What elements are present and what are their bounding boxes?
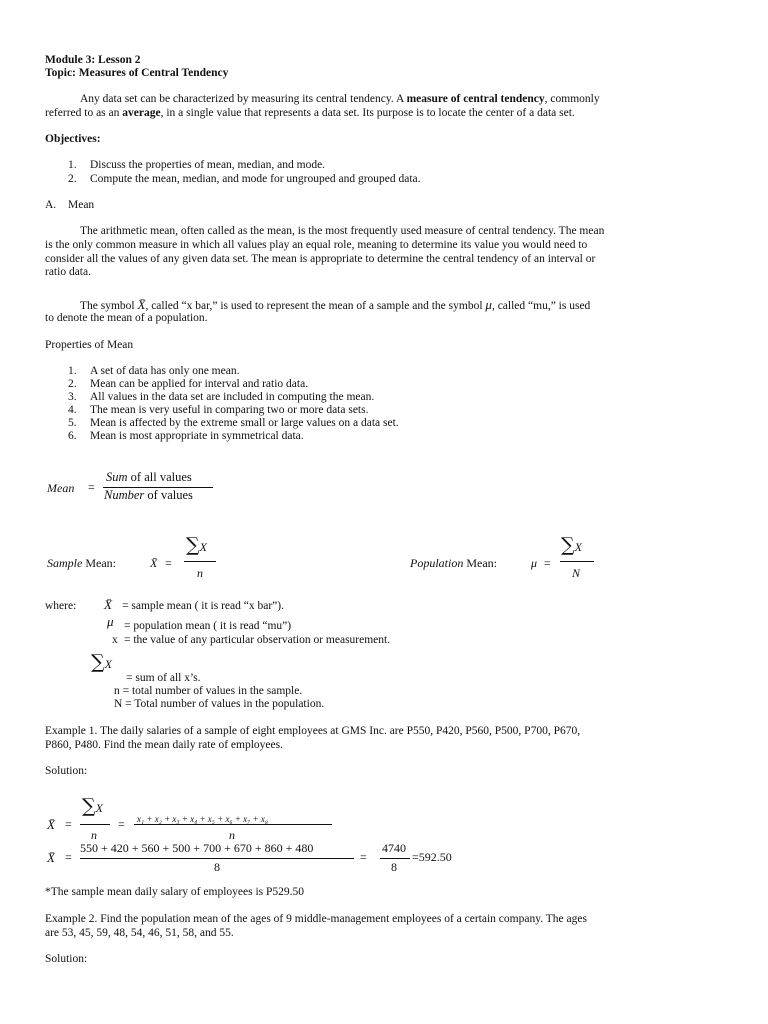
sample-mean-lhs: X̄ <box>150 556 158 570</box>
solution-xbar: X̄ <box>47 850 55 865</box>
where-xbar-text: = sample mean ( it is read “x bar”). <box>122 600 284 612</box>
properties-heading: Properties of Mean <box>45 339 134 351</box>
property-item: 1. A set of data has only one mean. <box>68 365 240 377</box>
solution-result: =592.50 <box>412 850 452 864</box>
solution-sum-terms: x₁ + x₂ + x₃ + x₄ + x₅ + x₆ + x₇ + x₈ <box>137 814 269 824</box>
solution-denominator: 8 <box>391 860 397 874</box>
population-mean-eq: = <box>544 556 551 570</box>
solution-eq: = <box>65 817 72 831</box>
where-mu-symbol: μ <box>107 614 114 629</box>
solution-label: Solution: <box>45 953 88 965</box>
example-2-line: Example 2. Find the population mean of the ages of 9 middle-management employees of a certain company. The ages <box>45 913 587 925</box>
module-heading: Module 3: Lesson 2 <box>45 54 141 66</box>
sample-mean-note: *The sample mean daily salary of employees is P529.50 <box>45 886 305 898</box>
topic-heading: Topic: Measures of Central Tendency <box>45 67 229 79</box>
solution-n: n <box>91 828 97 842</box>
section-a-heading: A. Mean <box>45 199 95 211</box>
sample-mean-numerator: ∑X <box>186 534 207 556</box>
symbol-para-line-1: The symbol X̄, called “x bar,” is used to represent the mean of a sample and the symbol μ, called “mu,” is used <box>80 297 591 312</box>
solution-denominator: 8 <box>214 860 220 874</box>
where-mu-text: = population mean ( it is read “mu”) <box>124 620 292 632</box>
where-N-text: N = Total number of values in the population. <box>114 698 325 710</box>
sample-mean-eq: = <box>165 556 172 570</box>
property-item: 3. All values in the data set are included in computing the mean. <box>68 391 375 403</box>
solution-eq: = <box>360 850 367 864</box>
property-item: 2. Mean can be applied for interval and ratio data. <box>68 378 309 390</box>
solution-label: Solution: <box>45 765 88 777</box>
mean-formula-numerator: Sum of all values <box>106 470 192 484</box>
fraction-bar <box>80 858 354 859</box>
fraction-bar <box>184 561 216 562</box>
sample-mean-label: Sample Mean: <box>47 556 116 570</box>
fraction-bar <box>134 824 332 825</box>
solution-eq: = <box>118 817 125 831</box>
property-item: 4. The mean is very useful in comparing two or more data sets. <box>68 404 369 416</box>
population-mean-lhs: μ <box>531 556 538 570</box>
intro-line-2: referred to as an average, in a single value that represents a data set. Its purpose is to locate the center of a data set. <box>45 107 575 119</box>
example-1-line: P860, P480. Find the mean daily rate of employees. <box>45 739 283 751</box>
where-sum-text: = sum of all x’s. <box>126 672 201 684</box>
fraction-bar <box>380 858 410 859</box>
mean-para-line: is the only common measure in which all values play an equal role, meaning to determine its value you would need to <box>45 239 588 251</box>
solution-sum-x: ∑X <box>82 795 103 817</box>
population-mean-numerator: ∑X <box>561 534 582 556</box>
example-2-line: are 53, 45, 59, 48, 54, 46, 51, 58, and 55. <box>45 927 234 939</box>
solution-xbar: X̄ <box>47 817 55 832</box>
symbol-para-line-2: to denote the mean of a population. <box>45 312 208 324</box>
example-1-line: Example 1. The daily salaries of a sample of eight employees at GMS Inc. are P550, P420, P560, P500, P700, P670, <box>45 725 581 737</box>
solution-eq: = <box>65 850 72 864</box>
objective-item: 2. Compute the mean, median, and mode for ungrouped and grouped data. <box>68 173 421 185</box>
mean-formula-denominator: Number of values <box>104 488 193 502</box>
mean-para-line: ratio data. <box>45 266 91 278</box>
population-mean-denominator: N <box>572 566 581 580</box>
fraction-bar <box>80 824 110 825</box>
objectives-heading: Objectives: <box>45 133 101 145</box>
intro-line-1: Any data set can be characterized by measuring its central tendency. A measure of central tendency, commonly <box>80 93 600 105</box>
property-item: 5. Mean is affected by the extreme small or large values on a data set. <box>68 417 399 429</box>
population-mean-label: Population Mean: <box>410 556 497 570</box>
where-x-text: = the value of any particular observation or measurement. <box>124 634 391 646</box>
mean-para-line: The arithmetic mean, often called as the mean, is the most frequently used measure of central tendency. The mean <box>80 225 605 237</box>
fraction-bar <box>560 561 594 562</box>
where-sum-symbol: ∑X <box>91 651 112 673</box>
solution-values: 550 + 420 + 560 + 500 + 700 + 670 + 860 + 480 <box>80 841 314 855</box>
where-n-text: n = total number of values in the sample. <box>114 685 303 697</box>
property-item: 6. Mean is most appropriate in symmetrical data. <box>68 430 304 442</box>
where-x-symbol: x <box>112 634 118 646</box>
solution-n: n <box>229 828 235 842</box>
mean-formula-eq: = <box>88 480 95 494</box>
where-xbar-symbol: X̄ <box>104 597 112 612</box>
mean-formula-lhs: Mean <box>47 481 75 495</box>
solution-total: 4740 <box>382 841 406 855</box>
sample-mean-denominator: n <box>197 566 203 580</box>
objective-item: 1. Discuss the properties of mean, median, and mode. <box>68 159 326 171</box>
where-label: where: <box>45 600 77 612</box>
mean-para-line: consider all the values of any given data set. The mean is appropriate to determine the central tendency of an interval or <box>45 253 596 265</box>
